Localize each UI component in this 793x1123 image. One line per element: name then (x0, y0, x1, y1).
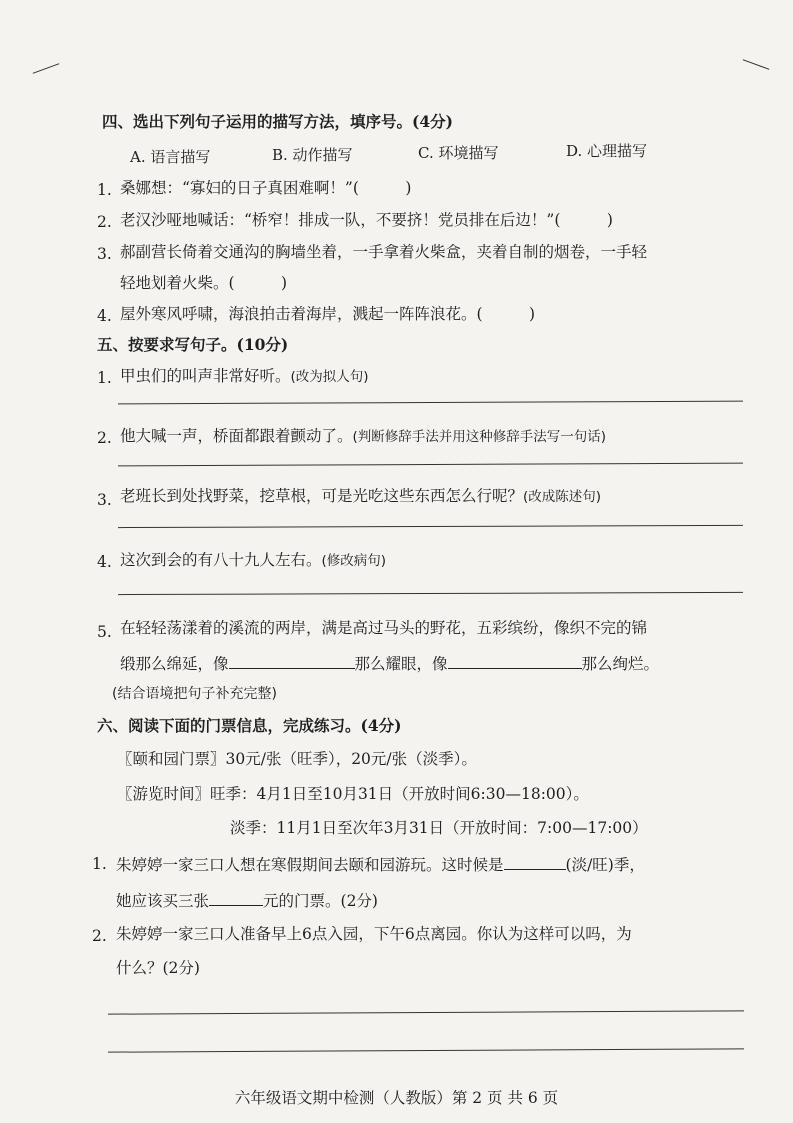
s4-item-4[interactable]: 屋外寒风呼啸，海浪拍击着海岸，溅起一阵阵浪花。( ) (120, 305, 536, 323)
s5-item-3-text: 老班长到处找野菜，挖草根，可是光吃这些东西怎么行呢？ (120, 487, 524, 505)
s5-item-5-cont (120, 652, 659, 674)
s5-item-2-note: (判断修辞手法并用这种修辞手法写一句话) (352, 429, 607, 445)
s5-item-1-note: (改为拟人句) (290, 369, 369, 385)
blank-5-5-b[interactable] (448, 652, 582, 669)
corner-mark-right (743, 59, 770, 70)
s4-item-3-cont[interactable]: 轻地划着火柴。( ) (120, 274, 288, 292)
ticket-price: 〖颐和园门票〗30元/张（旺季），20元/张（淡季）。 (117, 750, 477, 768)
s5-item-5: 在轻轻荡漾着的溪流的两岸，满是高过马头的野花，五彩缤纷，像织不完的锦 (120, 619, 648, 637)
section-4-heading: 四、选出下列句子运用的描写方法，填序号。(4分) (102, 112, 453, 131)
answer-line-5-4[interactable] (118, 592, 743, 595)
option-c: C. 环境描写 (418, 144, 499, 162)
s6-q2-cont: 什么？(2分) (116, 959, 200, 977)
s5-item-2-text: 他大喊一声，桥面都跟着颤动了。 (120, 427, 353, 445)
s5-item-4 (120, 550, 386, 571)
s6-q2-num: 2. (92, 927, 107, 945)
answer-line-5-3[interactable] (118, 525, 743, 528)
section-5-heading: 五、按要求写句子。(10分) (97, 335, 289, 354)
option-a: A. 语言描写 (130, 148, 211, 166)
blank-6-1-season[interactable] (504, 853, 566, 870)
s5-item-1 (120, 366, 369, 387)
s6-q1-d: 元的门票。(2分) (263, 892, 378, 910)
answer-line-5-1[interactable] (118, 401, 743, 405)
s5-item-3-note: (改成陈述句) (523, 489, 602, 505)
s5-item-4-text: 这次到会的有八十九人左右。 (120, 551, 322, 569)
s5-item-5-cont-a: 缎那么绵延，像 (120, 655, 229, 673)
s4-item-1-num: 1. (97, 181, 112, 199)
s5-item-2-num: 2. (97, 429, 112, 447)
s5-item-1-num: 1. (97, 369, 112, 387)
s5-item-5-cont-c: 那么绚烂。 (581, 655, 660, 673)
s5-item-1-text: 甲虫们的叫声非常好听。 (120, 367, 291, 385)
s6-q1-cont (116, 889, 378, 911)
s6-q1 (116, 853, 645, 875)
s4-item-3: 郝副营长倚着交通沟的胸墙坐着，一手拿着火柴盒，夹着自制的烟卷，一手轻 (120, 243, 648, 261)
s5-item-5-num: 5. (97, 623, 112, 641)
blank-5-5-a[interactable] (229, 652, 355, 669)
s5-item-2 (120, 426, 606, 447)
section-6-heading: 六、阅读下面的门票信息，完成练习。(4分) (97, 716, 402, 735)
s6-q2: 朱婷婷一家三口人准备早上6点入园，下午6点离园。你认为这样可以吗，为 (116, 925, 632, 943)
s6-q1-c: 她应该买三张 (116, 892, 210, 910)
s4-item-3-num: 3. (97, 245, 112, 263)
visit-time-off: 淡季：11月1日至次年3月31日（开放时间：7:00—17:00） (230, 819, 648, 837)
s6-q1-b: (淡/旺)季， (565, 856, 645, 874)
s4-item-1[interactable]: 桑娜想：“寡妇的日子真困难啊！”( ) (120, 179, 412, 197)
s6-q1-num: 1. (92, 855, 107, 873)
page-footer: 六年级语文期中检测（人教版）第 2 页 共 6 页 (234, 1089, 559, 1107)
answer-line-6-2-a[interactable] (108, 1010, 744, 1014)
s4-item-2[interactable]: 老汉沙哑地喊话：“桥窄！排成一队，不要挤！党员排在后边！”( ) (120, 211, 613, 229)
s6-q1-a: 朱婷婷一家三口人想在寒假期间去颐和园游玩。这时候是 (116, 856, 504, 874)
corner-mark-left (33, 63, 60, 74)
answer-line-5-2[interactable] (118, 463, 743, 467)
visit-time-peak: 〖游览时间〗旺季：4月1日至10月31日（开放时间6:30—18:00）。 (117, 785, 589, 803)
s4-item-4-num: 4. (97, 307, 112, 325)
option-d: D. 心理描写 (566, 142, 648, 160)
s5-item-3 (120, 486, 601, 507)
s5-item-4-note: (修改病句) (321, 553, 387, 569)
option-b: B. 动作描写 (272, 146, 353, 164)
answer-line-6-2-b[interactable] (108, 1048, 744, 1052)
s5-item-5-cont-b: 那么耀眼，像 (354, 655, 448, 673)
s5-item-4-num: 4. (97, 553, 112, 571)
blank-6-1-price[interactable] (209, 889, 263, 906)
s5-item-5-note: (结合语境把句子补充完整) (112, 686, 277, 702)
s4-item-2-num: 2. (97, 213, 112, 231)
s5-item-3-num: 3. (97, 491, 112, 509)
